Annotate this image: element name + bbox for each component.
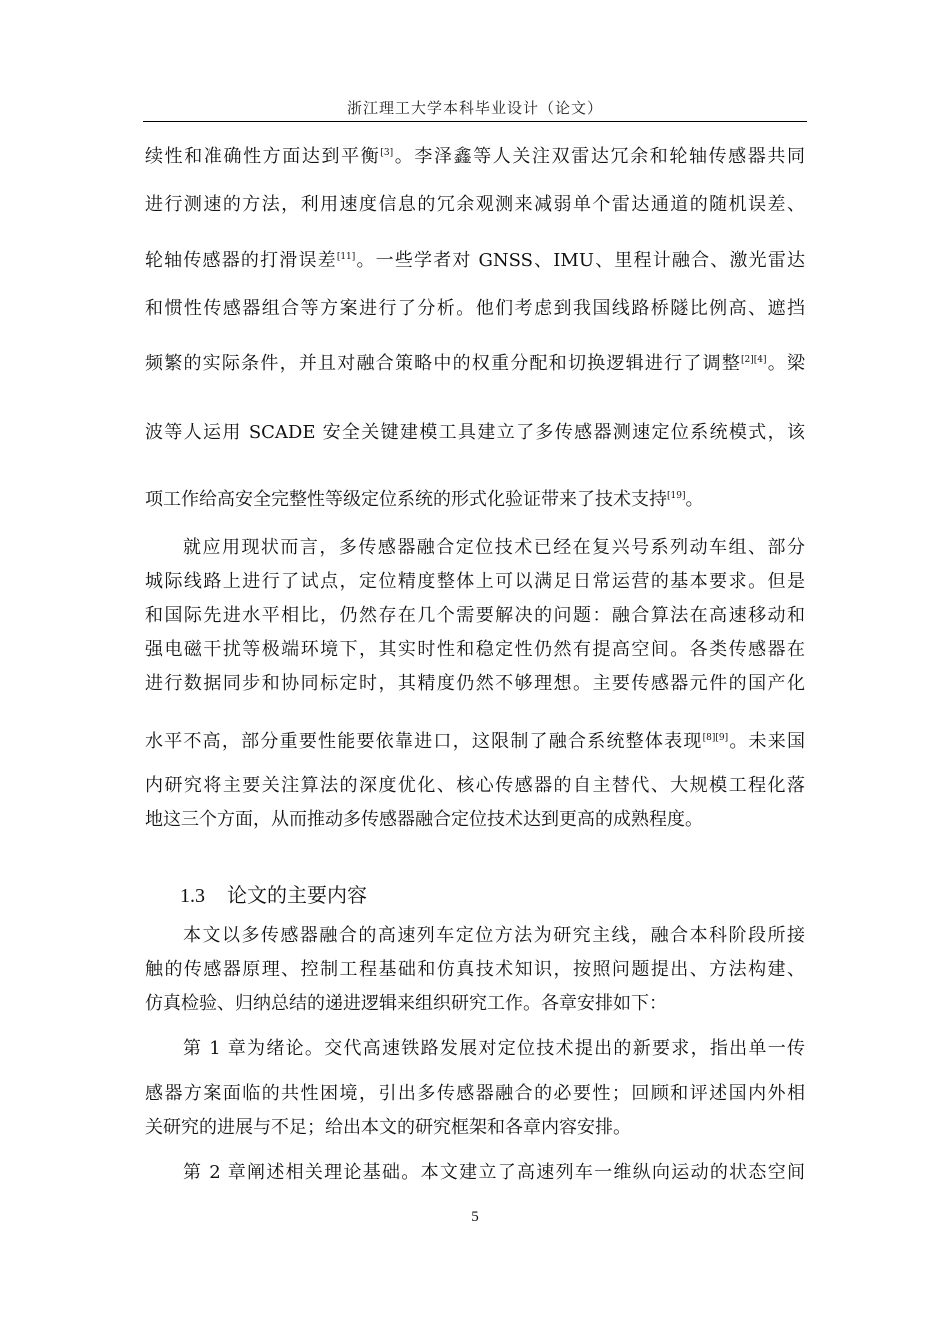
text-line: 就应用现状而言，多传感器融合定位技术已经在复兴号系列动车组、部分 (183, 537, 805, 558)
citation: [8][9] (702, 733, 729, 743)
text-line: 进行数据同步和协同标定时，其精度仍然不够理想。主要传感器元件的国产化 (145, 673, 805, 694)
section-number: 1.3 (180, 885, 205, 907)
text-line: 感器方案面临的共性困境，引出多传感器融合的必要性；回顾和评述国内外相 (145, 1083, 805, 1104)
citation: [2][4] (741, 355, 767, 365)
text-line: 本文以多传感器融合的高速列车定位方法为研究主线，融合本科阶段所接 (183, 925, 805, 946)
citation: [3] (380, 148, 394, 158)
text-line: 关研究的进展与不足；给出本文的研究框架和各章内容安排。 (145, 1117, 631, 1138)
text-line: 水平不高，部分重要性能要依靠进口，这限制了融合系统整体表现[8][9]。未来国 (145, 731, 806, 752)
text-line: 频繁的实际条件，并且对融合策略中的权重分配和切换逻辑进行了调整[2][4]。梁 (145, 353, 806, 374)
text-line: 项工作给高安全完整性等级定位系统的形式化验证带来了技术支持[19]。 (145, 489, 704, 510)
section-heading (180, 882, 367, 909)
text-line: 第 2 章阐述相关理论基础。本文建立了高速列车一维纵向运动的状态空间 (183, 1162, 805, 1183)
text-line: 第 1 章为绪论。交代高速铁路发展对定位技术提出的新要求，指出单一传 (183, 1038, 805, 1059)
text-line: 城际线路上进行了试点，定位精度整体上可以满足日常运营的基本要求。但是 (145, 571, 805, 592)
text-line: 续性和准确性方面达到平衡[3]。李泽鑫等人关注双雷达冗余和轮轴传感器共同 (145, 146, 806, 167)
citation: [19] (667, 491, 686, 501)
text-line: 轮轴传感器的打滑误差[11]。一些学者对 GNSS、IMU、里程计融合、激光雷达 (145, 250, 806, 271)
text-line: 进行测速的方法，利用速度信息的冗余观测来减弱单个雷达通道的随机误差、 (145, 194, 805, 215)
text-line: 仿真检验、归纳总结的递进逻辑来组织研究工作。各章安排如下： (145, 993, 667, 1014)
page-number: 5 (471, 1209, 479, 1225)
header-rule (143, 121, 807, 122)
text-line: 和惯性传感器组合等方案进行了分析。他们考虑到我国线路桥隧比例高、遮挡 (145, 298, 805, 319)
text-line: 触的传感器原理、控制工程基础和仿真技术知识，按照问题提出、方法构建、 (145, 959, 805, 980)
section-title: 论文的主要内容 (227, 883, 367, 907)
text-line: 地这三个方面，从而推动多传感器融合定位技术达到更高的成熟程度。 (145, 809, 703, 830)
running-header: 浙江理工大学本科毕业设计（论文） (346, 99, 603, 117)
text-line: 内研究将主要关注算法的深度优化、核心传感器的自主替代、大规模工程化落 (145, 775, 805, 796)
text-line: 和国际先进水平相比，仍然存在几个需要解决的问题：融合算法在高速移动和 (145, 605, 805, 626)
text-line: 强电磁干扰等极端环境下，其实时性和稳定性仍然有提高空间。各类传感器在 (145, 639, 805, 660)
text-line: 波等人运用 SCADE 安全关键建模工具建立了多传感器测速定位系统模式，该 (145, 422, 805, 443)
citation: [11] (336, 252, 356, 262)
